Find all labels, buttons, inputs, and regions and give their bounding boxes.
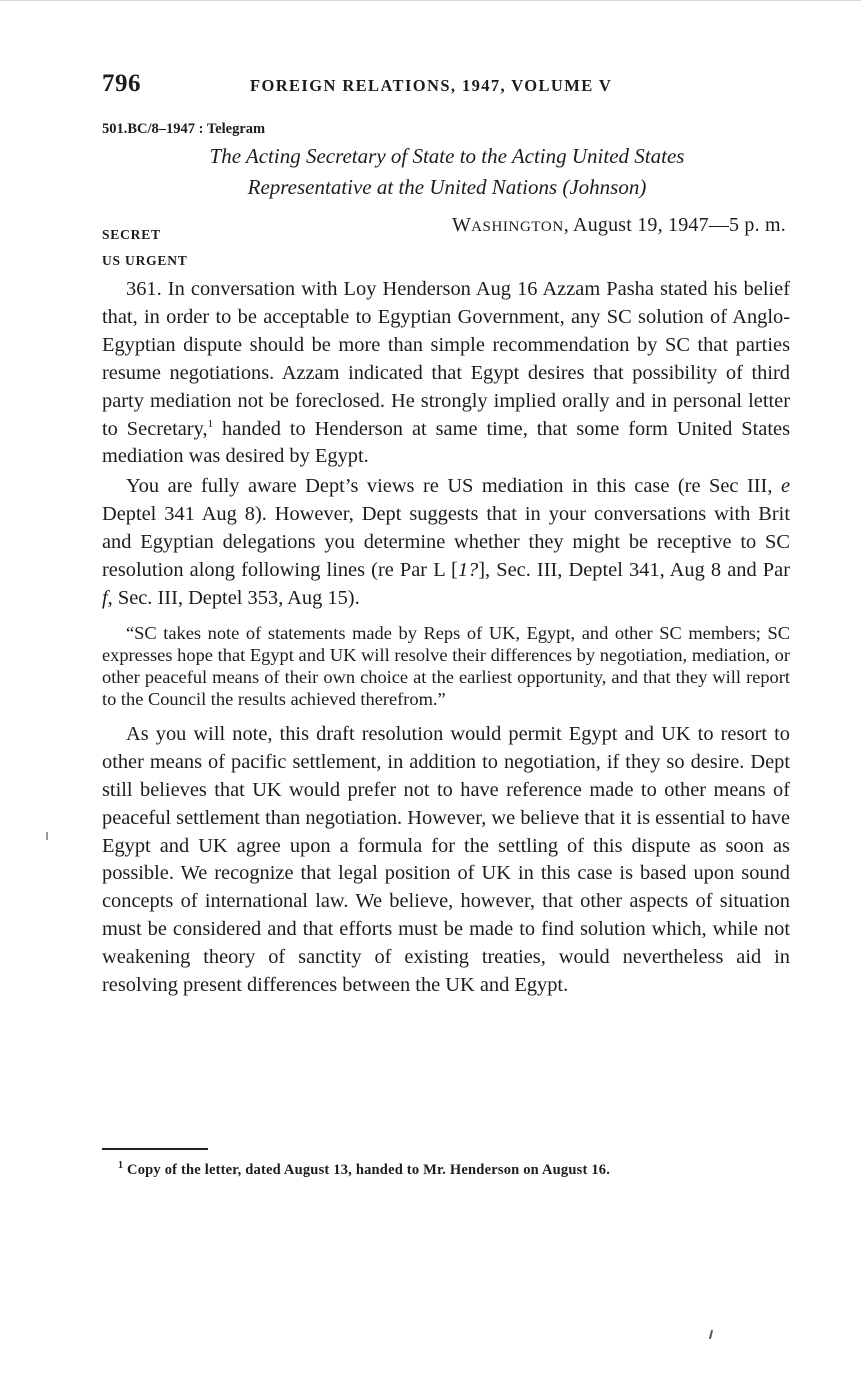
page-number: 796 (102, 70, 141, 97)
classification-secret: SECRET (102, 227, 161, 242)
classification-urgent: US URGENT (102, 253, 188, 268)
footnote (118, 1162, 790, 1179)
footnote-reference-marker: 1 (207, 417, 214, 430)
running-title: FOREIGN RELATIONS, 1947, VOLUME V (250, 76, 613, 95)
dateline (452, 214, 786, 237)
paragraph-1-text-b: handed to Henderson at same time, that some form United States mediation was desired by Egypt. (102, 417, 791, 468)
paragraph-2 (102, 473, 790, 613)
paragraph-2-italic-e: e (780, 475, 790, 498)
margin-speck (46, 832, 48, 840)
stray-ink-mark (709, 1330, 713, 1339)
paragraph-2-italic-editorial: 1? (457, 559, 479, 582)
footnote-text: Copy of the letter, dated August 13, handed to Mr. Henderson on August 16. (123, 1162, 611, 1178)
dateline-date: , August 19, 1947—5 p. m. (563, 214, 786, 236)
document-title-line-2: Representative at the United Nations (Johnson) (247, 175, 647, 199)
paragraph-2-text-b: Deptel 341 Aug 8). However, Dept suggests that in your conversations with Brit and Egyptian delegations you determine whether they might be receptive to SC resolution along following lines (re Par L [ (102, 503, 790, 582)
document-title-line-1: The Acting Secretary of State to the Acting United States (209, 144, 685, 168)
paragraph-3: As you will note, this draft resolution would permit Egypt and UK to resort to other means of pacific settlement, in addition to negotiation, if they so desire. Dept still believes that UK would prefer not to have reference made to other means of peaceful settlement than negotiation. However, we believe that it is essential to have Egypt and UK agree upon a formula for the settling of this dispute as soon as possible. We recognize that legal position of UK in this case is based upon sound concepts of international law. We believe, however, that other aspects of situation must be considered and that efforts must be made to find solution which, while not weakening theory of sanctity of existing treaties, would nevertheless aid in resolving present differences between the UK and Egypt. (102, 722, 790, 997)
document-title (102, 141, 792, 203)
paragraph-2-italic-f: f (102, 586, 108, 609)
classification-block (102, 222, 188, 274)
quoted-resolution: “SC takes note of statements made by Reps of UK, Egypt, and other SC members; SC expresses hope that Egypt and UK will resolve their differences by negotiation, mediation, or other peaceful means of their own choice at the earliest opportunity, and that they will report to the Council the results achieved therefrom.” (102, 622, 790, 709)
dateline-place-rest: ASHINGTON (471, 219, 564, 235)
footnote-marker: 1 (118, 1160, 124, 1172)
paragraph-2-text-d: , Sec. III, Deptel 353, Aug 15). (107, 586, 360, 609)
dateline-place-initial: W (452, 214, 472, 236)
paragraph-2-text-c: ], Sec. III, Deptel 341, Aug 8 and Par (478, 559, 790, 582)
telegram-body (102, 276, 790, 1000)
paragraph-1 (102, 276, 790, 471)
top-edge-rule (0, 0, 861, 1)
file-reference: 501.BC/8–1947 : Telegram (102, 121, 266, 137)
footnote-divider (102, 1148, 208, 1150)
running-head (102, 70, 792, 106)
paragraph-2-text-a: You are fully aware Dept’s views re US mediation in this case (re Sec III, (126, 475, 781, 498)
paragraph-1-text-a: 361. In conversation with Loy Henderson Aug 16 Azzam Pasha stated his belief that, in order to be acceptable to Egyptian Government, any SC solution of Anglo-Egyptian dispute should be more than simple recommendation by SC that parties resume negotiations. Azzam indicated that Egypt desires that possibility of third party mediation not be foreclosed. He strongly implied orally and in personal letter to Secretary, (102, 278, 790, 440)
